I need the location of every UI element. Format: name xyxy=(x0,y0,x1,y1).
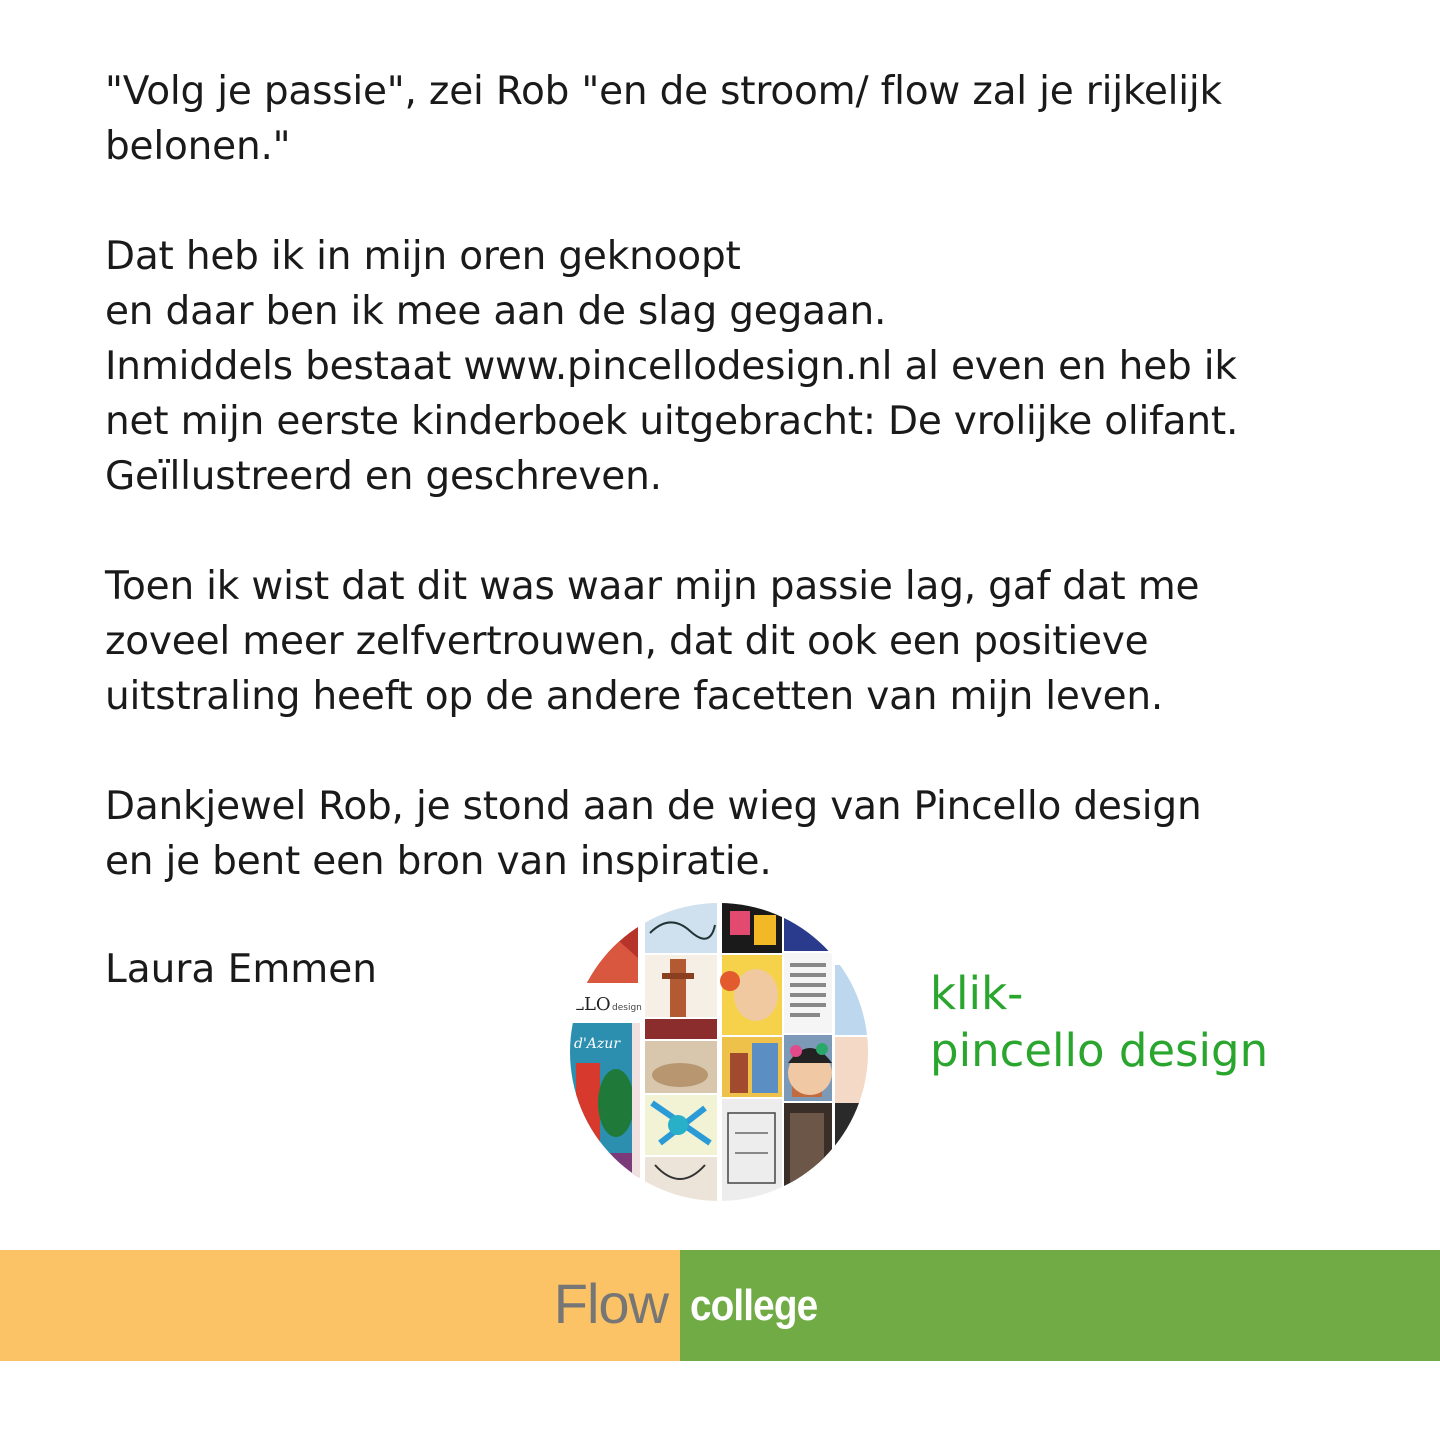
text-line: Geïllustreerd en geschreven. xyxy=(105,454,662,499)
logo-college-word: college xyxy=(690,1281,818,1330)
text-line: Dankjewel Rob, je stond aan de wieg van Pincello design xyxy=(105,784,1202,829)
text-line: Inmiddels bestaat www.pincellodesign.nl al even en heb ik xyxy=(105,344,1237,389)
link-line-1[interactable]: klik- xyxy=(930,967,1024,1020)
text-line: Toen ik wist dat dit was waar mijn passie lag, gaf dat me xyxy=(105,564,1200,609)
link-line-2[interactable]: pincello design xyxy=(930,1024,1269,1077)
text-line: net mijn eerste kinderboek uitgebracht: De vrolijke olifant. xyxy=(105,399,1239,444)
text-line: uitstraling heeft op de andere facetten van mijn leven. xyxy=(105,674,1164,719)
collage-brand-sub: design xyxy=(612,1003,642,1013)
author-signature: Laura Emmen xyxy=(105,947,378,992)
text-line: en je bent een bron van inspiratie. xyxy=(105,839,772,884)
pincello-collage-image[interactable] xyxy=(570,903,868,1201)
text-line: belonen." xyxy=(105,124,291,169)
collage-brand-text: LLO xyxy=(572,994,611,1015)
text-line: en daar ben ik mee aan de slag gegaan. xyxy=(105,289,887,334)
text-line: Dat heb ik in mijn oren geknoopt xyxy=(105,234,741,279)
testimonial-text xyxy=(105,64,1395,889)
pincello-design-link[interactable] xyxy=(930,965,1268,1079)
text-line: "Volg je passie", zei Rob "en de stroom/ flow zal je rijkelijk xyxy=(105,69,1222,114)
collage-poster-text: d'Azur xyxy=(574,1036,621,1052)
collage-artwork xyxy=(570,903,868,1201)
text-line: zoveel meer zelfvertrouwen, dat dit ook een positieve xyxy=(105,619,1149,664)
logo-flow-word: Flow xyxy=(553,1272,668,1335)
